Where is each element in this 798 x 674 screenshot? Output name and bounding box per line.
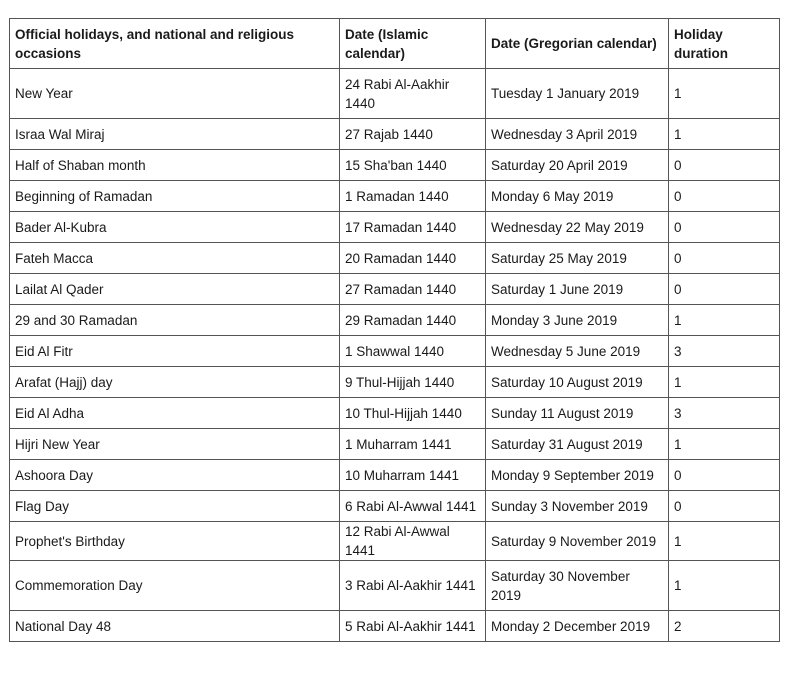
holidays-table: [9, 18, 780, 642]
cell-gregorian-date: Wednesday 3 April 2019: [486, 119, 669, 150]
cell-occasion: Israa Wal Miraj: [10, 119, 340, 150]
cell-occasion: Arafat (Hajj) day: [10, 367, 340, 398]
cell-islamic-date: 1 Shawwal 1440: [340, 336, 486, 367]
cell-duration: 0: [669, 150, 780, 181]
table-row: [10, 367, 780, 398]
cell-gregorian-date: Tuesday 1 January 2019: [486, 69, 669, 119]
cell-duration: 3: [669, 398, 780, 429]
cell-duration: 1: [669, 119, 780, 150]
cell-islamic-date: 9 Thul-Hijjah 1440: [340, 367, 486, 398]
header-occasion: Official holidays, and national and religious occasions: [10, 19, 340, 69]
cell-duration: 0: [669, 460, 780, 491]
cell-duration: 1: [669, 429, 780, 460]
header-duration: Holiday duration: [669, 19, 780, 69]
table-row: [10, 611, 780, 642]
header-gregorian-date: Date (Gregorian calendar): [486, 19, 669, 69]
holidays-table-container: [9, 18, 780, 642]
cell-islamic-date: 24 Rabi Al-Aakhir 1440: [340, 69, 486, 119]
cell-duration: 2: [669, 611, 780, 642]
table-row: [10, 429, 780, 460]
cell-islamic-date: 20 Ramadan 1440: [340, 243, 486, 274]
cell-gregorian-date: Saturday 1 June 2019: [486, 274, 669, 305]
cell-islamic-date: 12 Rabi Al-Awwal 1441: [340, 522, 486, 561]
cell-islamic-date: 3 Rabi Al-Aakhir 1441: [340, 561, 486, 611]
cell-gregorian-date: Saturday 10 August 2019: [486, 367, 669, 398]
cell-occasion: Prophet's Birthday: [10, 522, 340, 561]
cell-occasion: Ashoora Day: [10, 460, 340, 491]
cell-occasion: National Day 48: [10, 611, 340, 642]
table-header: [10, 19, 780, 69]
cell-occasion: Eid Al Fitr: [10, 336, 340, 367]
table-row: [10, 243, 780, 274]
cell-duration: 1: [669, 522, 780, 561]
cell-gregorian-date: Wednesday 22 May 2019: [486, 212, 669, 243]
cell-occasion: Bader Al-Kubra: [10, 212, 340, 243]
table-row: [10, 119, 780, 150]
table-row: [10, 336, 780, 367]
cell-duration: 0: [669, 491, 780, 522]
cell-duration: 0: [669, 212, 780, 243]
cell-duration: 1: [669, 305, 780, 336]
cell-gregorian-date: Wednesday 5 June 2019: [486, 336, 669, 367]
cell-gregorian-date: Sunday 11 August 2019: [486, 398, 669, 429]
cell-islamic-date: 29 Ramadan 1440: [340, 305, 486, 336]
cell-islamic-date: 15 Sha'ban 1440: [340, 150, 486, 181]
cell-gregorian-date: Monday 3 June 2019: [486, 305, 669, 336]
table-row: [10, 460, 780, 491]
cell-gregorian-date: Saturday 9 November 2019: [486, 522, 669, 561]
cell-islamic-date: 10 Thul-Hijjah 1440: [340, 398, 486, 429]
cell-gregorian-date: Monday 6 May 2019: [486, 181, 669, 212]
cell-duration: 1: [669, 561, 780, 611]
cell-gregorian-date: Monday 9 September 2019: [486, 460, 669, 491]
cell-occasion: Eid Al Adha: [10, 398, 340, 429]
cell-duration: 3: [669, 336, 780, 367]
cell-gregorian-date: Saturday 30 November 2019: [486, 561, 669, 611]
cell-duration: 1: [669, 69, 780, 119]
table-row: [10, 69, 780, 119]
cell-occasion: Flag Day: [10, 491, 340, 522]
cell-islamic-date: 10 Muharram 1441: [340, 460, 486, 491]
table-row: [10, 305, 780, 336]
cell-gregorian-date: Sunday 3 November 2019: [486, 491, 669, 522]
table-row: [10, 274, 780, 305]
cell-occasion: Lailat Al Qader: [10, 274, 340, 305]
table-row: [10, 398, 780, 429]
cell-duration: 1: [669, 367, 780, 398]
cell-islamic-date: 6 Rabi Al-Awwal 1441: [340, 491, 486, 522]
table-row: [10, 561, 780, 611]
cell-gregorian-date: Monday 2 December 2019: [486, 611, 669, 642]
cell-islamic-date: 1 Muharram 1441: [340, 429, 486, 460]
table-body: [10, 69, 780, 642]
cell-islamic-date: 17 Ramadan 1440: [340, 212, 486, 243]
cell-duration: 0: [669, 181, 780, 212]
cell-occasion: Commemoration Day: [10, 561, 340, 611]
cell-occasion: Fateh Macca: [10, 243, 340, 274]
cell-occasion: Beginning of Ramadan: [10, 181, 340, 212]
cell-islamic-date: 1 Ramadan 1440: [340, 181, 486, 212]
cell-duration: 0: [669, 243, 780, 274]
table-row: [10, 212, 780, 243]
table-row: [10, 522, 780, 561]
cell-islamic-date: 27 Ramadan 1440: [340, 274, 486, 305]
cell-occasion: Half of Shaban month: [10, 150, 340, 181]
cell-gregorian-date: Saturday 20 April 2019: [486, 150, 669, 181]
table-row: [10, 491, 780, 522]
cell-occasion: 29 and 30 Ramadan: [10, 305, 340, 336]
cell-duration: 0: [669, 274, 780, 305]
cell-islamic-date: 27 Rajab 1440: [340, 119, 486, 150]
header-row: [10, 19, 780, 69]
cell-islamic-date: 5 Rabi Al-Aakhir 1441: [340, 611, 486, 642]
cell-occasion: New Year: [10, 69, 340, 119]
header-islamic-date: Date (Islamic calendar): [340, 19, 486, 69]
cell-occasion: Hijri New Year: [10, 429, 340, 460]
cell-gregorian-date: Saturday 25 May 2019: [486, 243, 669, 274]
table-row: [10, 181, 780, 212]
table-row: [10, 150, 780, 181]
cell-gregorian-date: Saturday 31 August 2019: [486, 429, 669, 460]
